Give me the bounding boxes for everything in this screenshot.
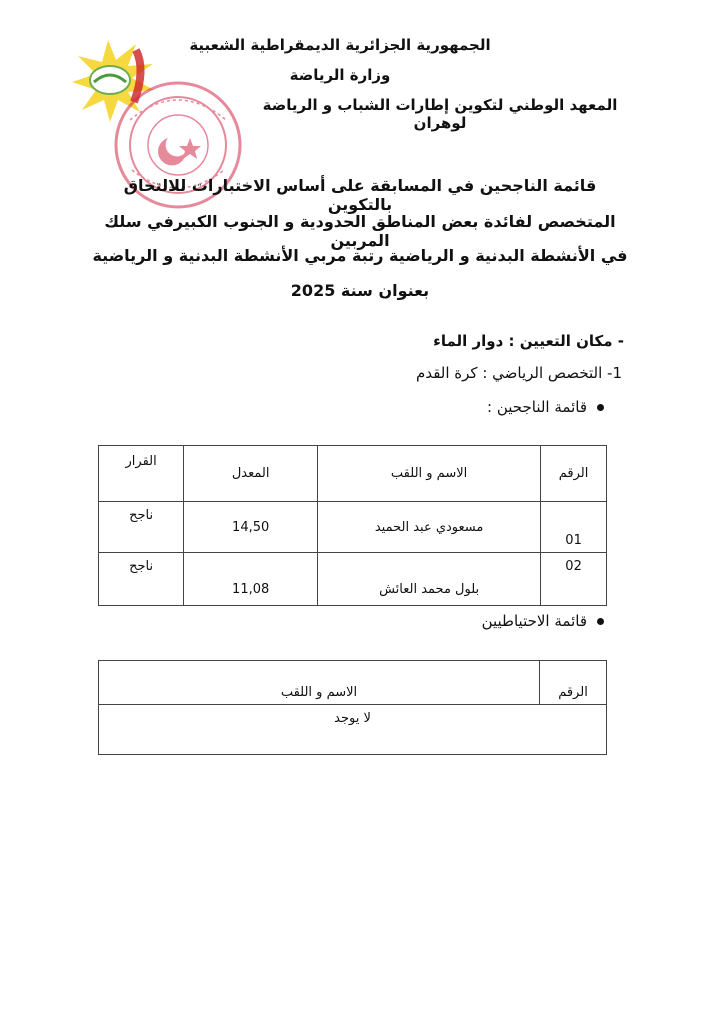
document-title-line-2: المتخصص لفائدة بعض المناطق الحدودية و الجنوب الكبيرفي سلك المربين: [104, 212, 616, 250]
table-row: [99, 502, 607, 553]
column-header-decision: القرار: [99, 446, 184, 502]
passed-table: [98, 445, 607, 606]
column-header-name: الاسم و اللقب: [318, 446, 541, 502]
bullet-icon: [597, 404, 604, 411]
reserve-list-heading-text: قائمة الاحتياطيين: [481, 612, 587, 630]
column-header-number: الرقم: [541, 446, 607, 502]
specialty-line: 1- التخصص الرياضي : كرة القدم: [416, 364, 622, 382]
table-row: [99, 553, 607, 606]
passed-list-heading-text: قائمة الناجحين :: [487, 398, 587, 416]
cell-decision: ناجح: [99, 553, 184, 606]
table-row: [99, 705, 607, 755]
cell-average: 14,50: [184, 502, 318, 553]
document-title-year: بعنوان سنة 2025: [290, 281, 430, 300]
cell-number: 02: [541, 553, 607, 606]
header-institute: المعهد الوطني لتكوين إطارات الشباب و الرياضة لوهران: [262, 96, 618, 132]
table-header-row: [99, 661, 607, 705]
cell-name: بلول محمد العائش: [318, 553, 541, 606]
placement-line: - مكان التعيين : دوار الماء: [433, 332, 624, 350]
reserve-table: [98, 660, 607, 755]
passed-list-heading: [487, 398, 604, 416]
header-ministry: وزارة الرياضة: [289, 66, 391, 84]
bullet-icon: [597, 618, 604, 625]
empty-row-text: لا يوجد: [99, 705, 607, 755]
reserve-list-heading: [482, 612, 604, 630]
document-title-line-3: في الأنشطة البدنية و الرياضية رتبة مربي الأنشطة البدنية و الرياضية: [92, 246, 628, 265]
cell-decision: ناجح: [99, 502, 184, 553]
cell-average: 11,08: [184, 553, 318, 606]
header-republic: الجمهورية الجزائرية الديمقراطية الشعبية: [189, 36, 491, 54]
cell-number: 01: [541, 502, 607, 553]
document-title-line-1: قائمة الناجحين في المسابقة على أساس الاختبارات للالتحاق بالتكوين: [123, 176, 597, 214]
column-header-average: المعدل: [184, 446, 318, 502]
cell-name: مسعودي عبد الحميد: [318, 502, 541, 553]
table-header-row: [99, 446, 607, 502]
column-header-name: الاسم و اللقب: [99, 661, 540, 705]
column-header-number: الرقم: [540, 661, 607, 705]
